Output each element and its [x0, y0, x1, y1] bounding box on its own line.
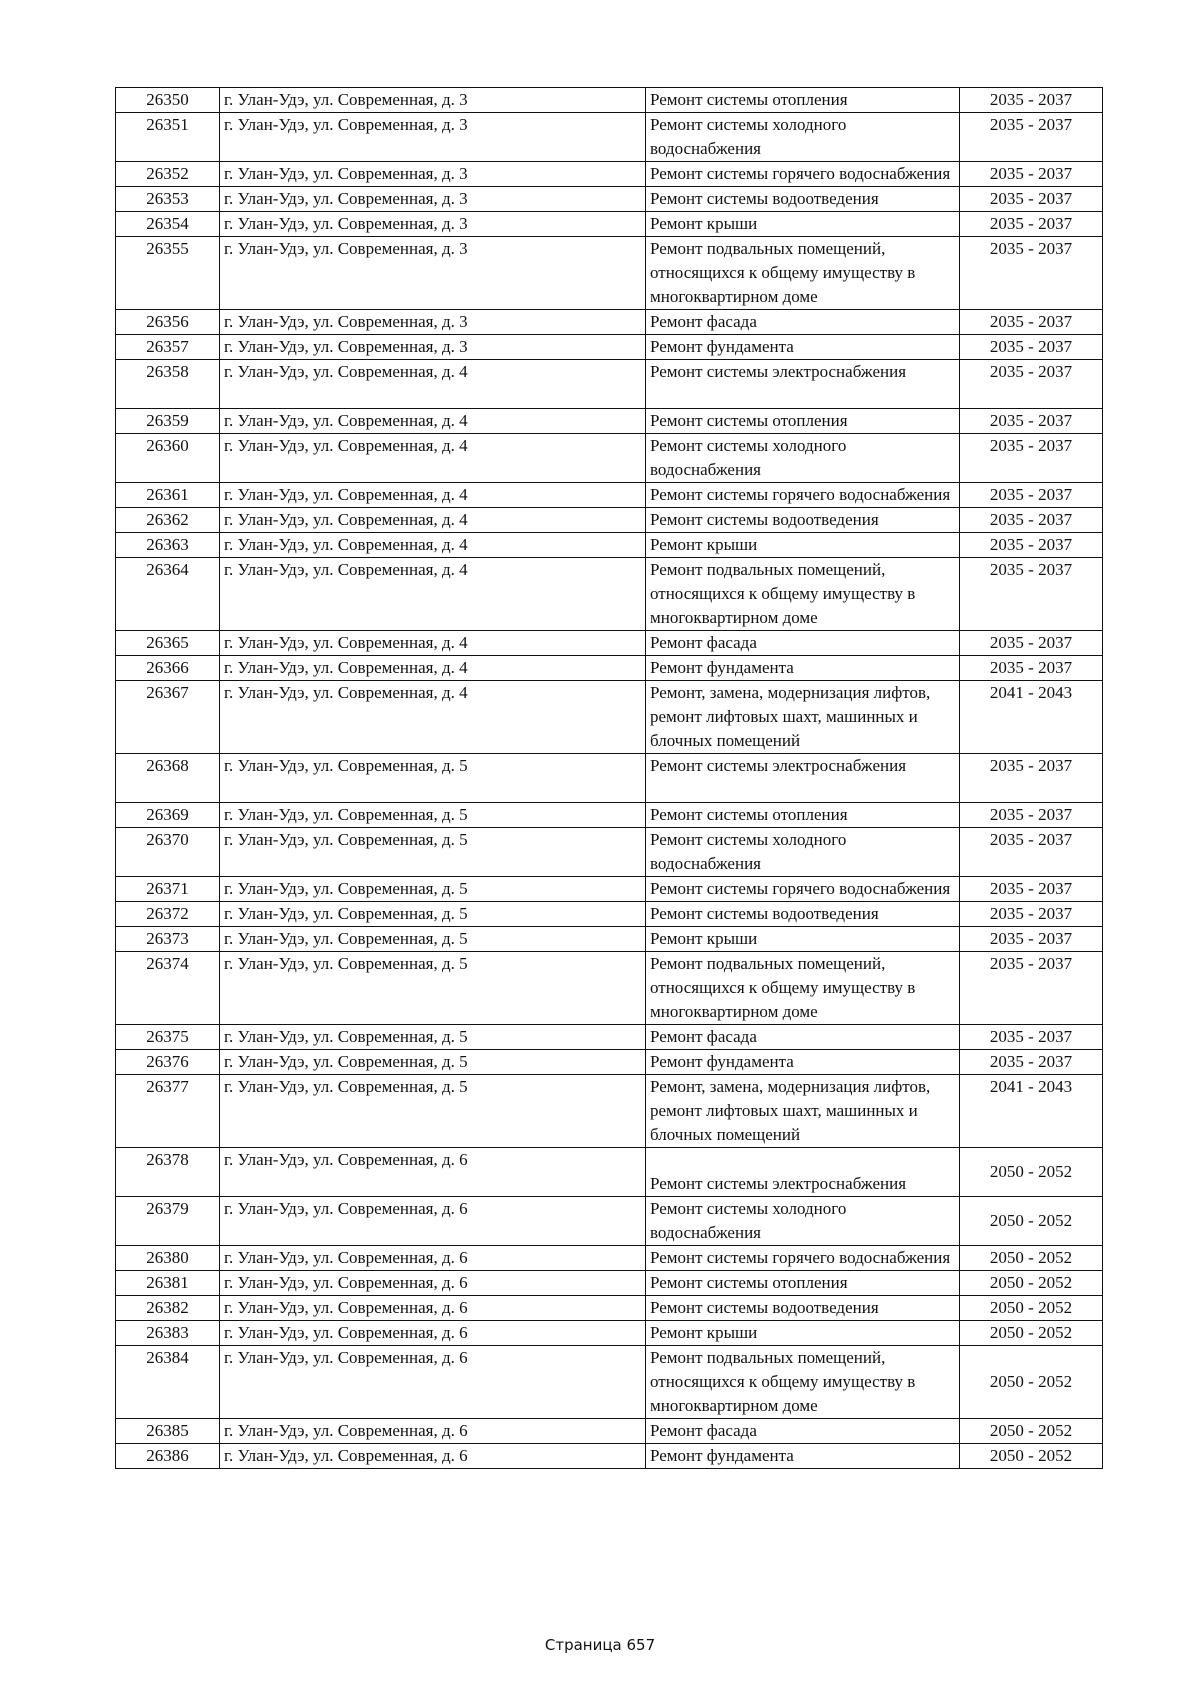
row-number: 26375: [116, 1025, 220, 1050]
row-number: 26371: [116, 877, 220, 902]
row-number: 26361: [116, 483, 220, 508]
row-work-type: Ремонт фундамента: [646, 656, 960, 681]
row-address: г. Улан-Удэ, ул. Современная, д. 4: [220, 434, 646, 483]
row-period: 2050 - 2052: [960, 1321, 1103, 1346]
row-number: 26358: [116, 360, 220, 409]
row-period: 2035 - 2037: [960, 952, 1103, 1025]
row-number: 26376: [116, 1050, 220, 1075]
row-number: 26373: [116, 927, 220, 952]
row-address: г. Улан-Удэ, ул. Современная, д. 3: [220, 162, 646, 187]
row-work-type: Ремонт системы холодного водоснабжения: [646, 1197, 960, 1246]
table-row: [116, 656, 1103, 681]
row-period: 2035 - 2037: [960, 754, 1103, 803]
row-number: 26359: [116, 409, 220, 434]
row-address: г. Улан-Удэ, ул. Современная, д. 5: [220, 952, 646, 1025]
row-work-type: Ремонт фундамента: [646, 1050, 960, 1075]
table-row: [116, 162, 1103, 187]
row-address: г. Улан-Удэ, ул. Современная, д. 3: [220, 237, 646, 310]
row-address: г. Улан-Удэ, ул. Современная, д. 4: [220, 631, 646, 656]
row-work-type: Ремонт системы водоотведения: [646, 508, 960, 533]
row-address: г. Улан-Удэ, ул. Современная, д. 3: [220, 212, 646, 237]
row-work-type: Ремонт фасада: [646, 310, 960, 335]
row-address: г. Улан-Удэ, ул. Современная, д. 5: [220, 1050, 646, 1075]
row-period: 2035 - 2037: [960, 310, 1103, 335]
row-address: г. Улан-Удэ, ул. Современная, д. 4: [220, 681, 646, 754]
row-period: 2035 - 2037: [960, 508, 1103, 533]
row-work-type: Ремонт системы электроснабжения: [646, 754, 960, 803]
table-row: [116, 681, 1103, 754]
row-work-type: Ремонт фундамента: [646, 1444, 960, 1469]
table-row: [116, 360, 1103, 409]
table-row: [116, 1444, 1103, 1469]
row-address: г. Улан-Удэ, ул. Современная, д. 5: [220, 877, 646, 902]
row-period: 2035 - 2037: [960, 88, 1103, 113]
table-row: [116, 631, 1103, 656]
row-number: 26352: [116, 162, 220, 187]
row-number: 26350: [116, 88, 220, 113]
row-number: 26372: [116, 902, 220, 927]
row-work-type: Ремонт системы холодного водоснабжения: [646, 113, 960, 162]
row-number: 26380: [116, 1246, 220, 1271]
table-row: [116, 88, 1103, 113]
row-address: г. Улан-Удэ, ул. Современная, д. 6: [220, 1346, 646, 1419]
row-work-type: Ремонт системы отопления: [646, 1271, 960, 1296]
row-number: 26351: [116, 113, 220, 162]
row-period: 2035 - 2037: [960, 409, 1103, 434]
table-row: [116, 113, 1103, 162]
table-row: [116, 1419, 1103, 1444]
row-work-type: Ремонт системы горячего водоснабжения: [646, 877, 960, 902]
row-work-type: Ремонт крыши: [646, 1321, 960, 1346]
row-address: г. Улан-Удэ, ул. Современная, д. 4: [220, 508, 646, 533]
table-row: [116, 927, 1103, 952]
row-address: г. Улан-Удэ, ул. Современная, д. 5: [220, 1025, 646, 1050]
row-number: 26364: [116, 558, 220, 631]
row-work-type: Ремонт фасада: [646, 1419, 960, 1444]
row-period: 2035 - 2037: [960, 335, 1103, 360]
row-number: 26385: [116, 1419, 220, 1444]
row-period: 2035 - 2037: [960, 1025, 1103, 1050]
row-work-type: Ремонт крыши: [646, 927, 960, 952]
row-work-type: Ремонт системы отопления: [646, 88, 960, 113]
row-period: 2035 - 2037: [960, 656, 1103, 681]
table-row: [116, 1246, 1103, 1271]
row-period: 2035 - 2037: [960, 360, 1103, 409]
table-row: [116, 1296, 1103, 1321]
table-row: [116, 483, 1103, 508]
row-period: 2035 - 2037: [960, 212, 1103, 237]
row-work-type: Ремонт системы отопления: [646, 409, 960, 434]
page-number: Страница 657: [544, 1636, 656, 1654]
row-number: 26368: [116, 754, 220, 803]
row-period: 2035 - 2037: [960, 237, 1103, 310]
row-period: 2035 - 2037: [960, 533, 1103, 558]
row-work-type: Ремонт, замена, модернизация лифтов, ремонт лифтовых шахт, машинных и блочных помещений: [646, 681, 960, 754]
table-row: [116, 1197, 1103, 1246]
row-number: 26379: [116, 1197, 220, 1246]
row-address: г. Улан-Удэ, ул. Современная, д. 6: [220, 1148, 646, 1197]
row-number: 26367: [116, 681, 220, 754]
row-address: г. Улан-Удэ, ул. Современная, д. 5: [220, 828, 646, 877]
row-period: 2035 - 2037: [960, 162, 1103, 187]
row-period: 2050 - 2052: [960, 1246, 1103, 1271]
row-work-type: Ремонт системы горячего водоснабжения: [646, 1246, 960, 1271]
row-work-type: Ремонт крыши: [646, 212, 960, 237]
row-number: 26354: [116, 212, 220, 237]
row-address: г. Улан-Удэ, ул. Современная, д. 6: [220, 1296, 646, 1321]
row-period: 2041 - 2043: [960, 1075, 1103, 1148]
row-period: 2035 - 2037: [960, 558, 1103, 631]
row-work-type: Ремонт системы водоотведения: [646, 1296, 960, 1321]
row-period: 2035 - 2037: [960, 434, 1103, 483]
row-address: г. Улан-Удэ, ул. Современная, д. 5: [220, 1075, 646, 1148]
row-number: 26360: [116, 434, 220, 483]
row-work-type: Ремонт системы горячего водоснабжения: [646, 162, 960, 187]
table-body: [116, 88, 1103, 1469]
row-period: 2035 - 2037: [960, 803, 1103, 828]
row-period: 2050 - 2052: [960, 1197, 1103, 1246]
table-row: [116, 212, 1103, 237]
table-row: [116, 877, 1103, 902]
row-number: 26369: [116, 803, 220, 828]
table-row: [116, 1321, 1103, 1346]
row-work-type: Ремонт системы горячего водоснабжения: [646, 483, 960, 508]
row-number: 26363: [116, 533, 220, 558]
row-address: г. Улан-Удэ, ул. Современная, д. 4: [220, 533, 646, 558]
table-row: [116, 1025, 1103, 1050]
row-period: 2035 - 2037: [960, 113, 1103, 162]
row-period: 2035 - 2037: [960, 1050, 1103, 1075]
table-row: [116, 1148, 1103, 1197]
table-row: [116, 803, 1103, 828]
row-number: 26382: [116, 1296, 220, 1321]
row-address: г. Улан-Удэ, ул. Современная, д. 6: [220, 1321, 646, 1346]
table-row: [116, 434, 1103, 483]
row-work-type: Ремонт системы электроснабжения: [646, 1148, 960, 1197]
row-period: 2035 - 2037: [960, 902, 1103, 927]
row-work-type: Ремонт фасада: [646, 631, 960, 656]
row-address: г. Улан-Удэ, ул. Современная, д. 5: [220, 803, 646, 828]
table-row: [116, 335, 1103, 360]
table-row: [116, 558, 1103, 631]
row-work-type: Ремонт крыши: [646, 533, 960, 558]
row-period: 2050 - 2052: [960, 1296, 1103, 1321]
row-number: 26355: [116, 237, 220, 310]
row-address: г. Улан-Удэ, ул. Современная, д. 4: [220, 483, 646, 508]
table-row: [116, 1050, 1103, 1075]
row-address: г. Улан-Удэ, ул. Современная, д. 6: [220, 1271, 646, 1296]
table-row: [116, 1271, 1103, 1296]
row-number: 26374: [116, 952, 220, 1025]
row-period: 2035 - 2037: [960, 927, 1103, 952]
row-period: 2035 - 2037: [960, 187, 1103, 212]
row-address: г. Улан-Удэ, ул. Современная, д. 4: [220, 656, 646, 681]
row-address: г. Улан-Удэ, ул. Современная, д. 6: [220, 1197, 646, 1246]
row-address: г. Улан-Удэ, ул. Современная, д. 5: [220, 902, 646, 927]
row-work-type: Ремонт системы электроснабжения: [646, 360, 960, 409]
row-work-type: Ремонт подвальных помещений, относящихся к общему имуществу в многоквартирном доме: [646, 237, 960, 310]
row-period: 2050 - 2052: [960, 1346, 1103, 1419]
row-period: 2041 - 2043: [960, 681, 1103, 754]
row-number: 26365: [116, 631, 220, 656]
row-period: 2050 - 2052: [960, 1419, 1103, 1444]
row-address: г. Улан-Удэ, ул. Современная, д. 3: [220, 88, 646, 113]
row-number: 26378: [116, 1148, 220, 1197]
row-address: г. Улан-Удэ, ул. Современная, д. 6: [220, 1419, 646, 1444]
table-row: [116, 1075, 1103, 1148]
row-number: 26362: [116, 508, 220, 533]
row-period: 2035 - 2037: [960, 828, 1103, 877]
row-work-type: Ремонт фасада: [646, 1025, 960, 1050]
row-address: г. Улан-Удэ, ул. Современная, д. 4: [220, 558, 646, 631]
row-number: 26386: [116, 1444, 220, 1469]
table-row: [116, 187, 1103, 212]
table-row: [116, 409, 1103, 434]
row-address: г. Улан-Удэ, ул. Современная, д. 5: [220, 927, 646, 952]
table-row: [116, 237, 1103, 310]
row-work-type: Ремонт системы водоотведения: [646, 187, 960, 212]
row-address: г. Улан-Удэ, ул. Современная, д. 3: [220, 113, 646, 162]
row-work-type: Ремонт системы отопления: [646, 803, 960, 828]
row-work-type: Ремонт подвальных помещений, относящихся к общему имуществу в многоквартирном доме: [646, 558, 960, 631]
row-address: г. Улан-Удэ, ул. Современная, д. 6: [220, 1444, 646, 1469]
table-row: [116, 828, 1103, 877]
row-address: г. Улан-Удэ, ул. Современная, д. 3: [220, 187, 646, 212]
row-period: 2035 - 2037: [960, 483, 1103, 508]
row-work-type: Ремонт системы холодного водоснабжения: [646, 434, 960, 483]
row-period: 2035 - 2037: [960, 631, 1103, 656]
row-address: г. Улан-Удэ, ул. Современная, д. 5: [220, 754, 646, 803]
row-number: 26353: [116, 187, 220, 212]
row-number: 26366: [116, 656, 220, 681]
repair-schedule-table: [115, 87, 1103, 1469]
table-row: [116, 952, 1103, 1025]
row-work-type: Ремонт системы водоотведения: [646, 902, 960, 927]
table-row: [116, 1346, 1103, 1419]
row-address: г. Улан-Удэ, ул. Современная, д. 3: [220, 335, 646, 360]
row-work-type: Ремонт фундамента: [646, 335, 960, 360]
row-number: 26370: [116, 828, 220, 877]
row-address: г. Улан-Удэ, ул. Современная, д. 4: [220, 360, 646, 409]
row-number: 26381: [116, 1271, 220, 1296]
row-number: 26356: [116, 310, 220, 335]
row-number: 26383: [116, 1321, 220, 1346]
row-period: 2050 - 2052: [960, 1271, 1103, 1296]
row-period: 2050 - 2052: [960, 1148, 1103, 1197]
row-address: г. Улан-Удэ, ул. Современная, д. 4: [220, 409, 646, 434]
row-period: 2035 - 2037: [960, 877, 1103, 902]
row-address: г. Улан-Удэ, ул. Современная, д. 6: [220, 1246, 646, 1271]
row-number: 26377: [116, 1075, 220, 1148]
row-address: г. Улан-Удэ, ул. Современная, д. 3: [220, 310, 646, 335]
table-row: [116, 902, 1103, 927]
row-work-type: Ремонт, замена, модернизация лифтов, ремонт лифтовых шахт, машинных и блочных помещений: [646, 1075, 960, 1148]
row-work-type: Ремонт подвальных помещений, относящихся к общему имуществу в многоквартирном доме: [646, 1346, 960, 1419]
table-row: [116, 533, 1103, 558]
row-period: 2050 - 2052: [960, 1444, 1103, 1469]
table-row: [116, 508, 1103, 533]
row-work-type: Ремонт подвальных помещений, относящихся к общему имуществу в многоквартирном доме: [646, 952, 960, 1025]
row-number: 26357: [116, 335, 220, 360]
table-row: [116, 754, 1103, 803]
row-work-type: Ремонт системы холодного водоснабжения: [646, 828, 960, 877]
table-row: [116, 310, 1103, 335]
row-number: 26384: [116, 1346, 220, 1419]
